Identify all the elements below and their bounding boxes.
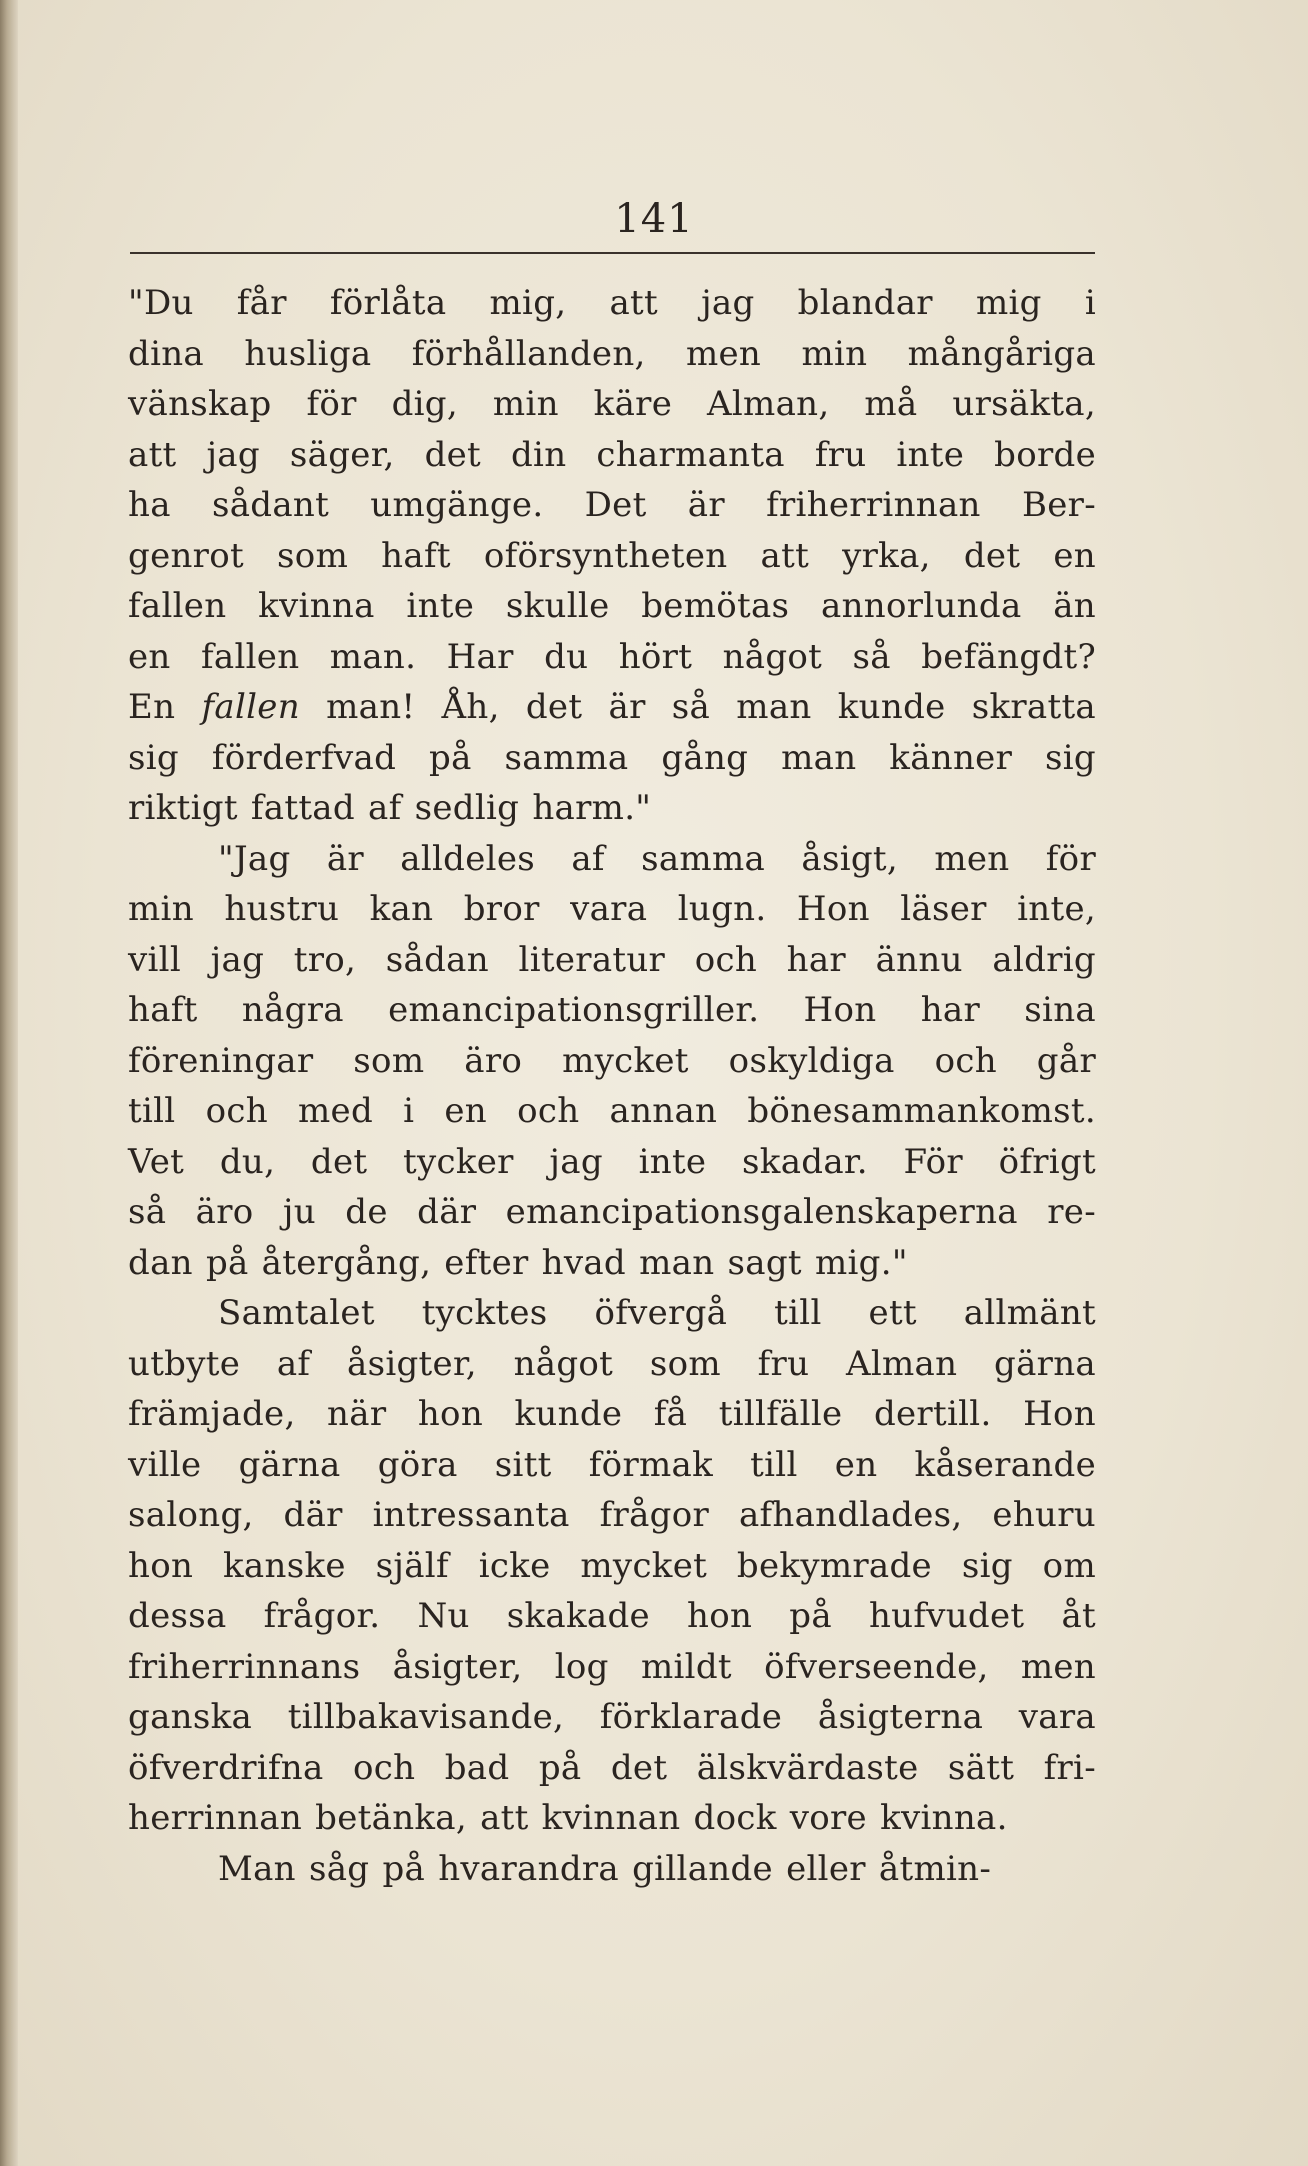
text-line: en fallen man. Har du hört något så befängdt? (128, 636, 1096, 677)
text-line: föreningar som äro mycket oskyldiga och går (128, 1040, 1096, 1081)
text-line: min hustru kan bror vara lugn. Hon läser inte, (128, 889, 1096, 929)
emphasized-word: fallen (201, 687, 300, 727)
body-text (128, 278, 1096, 1894)
text-line: En fallen man! Åh, det är så man kunde skratta (128, 687, 1096, 727)
text-line: genrot som haft oförsyntheten att yrka, det en (128, 535, 1096, 576)
text-line: så äro ju de där emancipationsgalenskaperna re- (128, 1192, 1096, 1232)
text-line: Man såg på hvarandra gillande eller åtmin- (218, 1848, 992, 1889)
text-line: dan på återgång, efter hvad man sagt mig." (128, 1242, 908, 1283)
text-line: dina husliga förhållanden, men min mångåriga (128, 333, 1096, 374)
text-line: att jag säger, det din charmanta fru inte borde (128, 434, 1096, 475)
text-line: till och med i en och annan bönesammankomst. (128, 1091, 1096, 1131)
text-line: utbyte af åsigter, något som fru Alman gärna (128, 1343, 1096, 1384)
text-line: Vet du, det tycker jag inte skadar. För öfrigt (128, 1141, 1096, 1182)
text-line: "Du får förlåta mig, att jag blandar mig i (128, 283, 1096, 323)
text-line: sig förderfvad på samma gång man känner sig (128, 737, 1096, 778)
text-line: hon kanske själf icke mycket bekymrade sig om (128, 1545, 1096, 1586)
text-line: öfverdrifna och bad på det älskvärdaste sätt fri- (128, 1747, 1096, 1788)
text-line: ha sådant umgänge. Det är friherrinnan Ber- (128, 485, 1096, 525)
text-line: salong, där intressanta frågor afhandlades, ehuru (128, 1495, 1096, 1535)
text-line: friherrinnans åsigter, log mildt öfverseende, men (128, 1646, 1096, 1687)
text-line: Samtalet tycktes öfvergå till ett allmänt (218, 1293, 1096, 1333)
text-line: herrinnan betänka, att kvinnan dock vore kvinna. (128, 1798, 1008, 1838)
page-number: 141 (614, 196, 694, 242)
text-line: "Jag är alldeles af samma åsigt, men för (218, 838, 1096, 879)
text-line: vill jag tro, sådan literatur och har ännu aldrig (128, 939, 1096, 980)
text-line: ganska tillbakavisande, förklarade åsigterna vara (128, 1697, 1096, 1737)
page-binding-edge (0, 0, 18, 2166)
header-rule (130, 252, 1095, 254)
text-line: fallen kvinna inte skulle bemötas annorlunda än (128, 586, 1096, 626)
text-line: haft några emancipationsgriller. Hon har sina (128, 990, 1096, 1030)
text-line: främjade, när hon kunde få tillfälle dertill. Hon (128, 1394, 1096, 1434)
text-line: vänskap för dig, min käre Alman, må ursäkta, (128, 384, 1096, 424)
text-line: dessa frågor. Nu skakade hon på hufvudet åt (128, 1596, 1096, 1636)
text-line: riktigt fattad af sedlig harm." (128, 788, 652, 828)
text-line: ville gärna göra sitt förmak till en kåserande (128, 1444, 1096, 1485)
